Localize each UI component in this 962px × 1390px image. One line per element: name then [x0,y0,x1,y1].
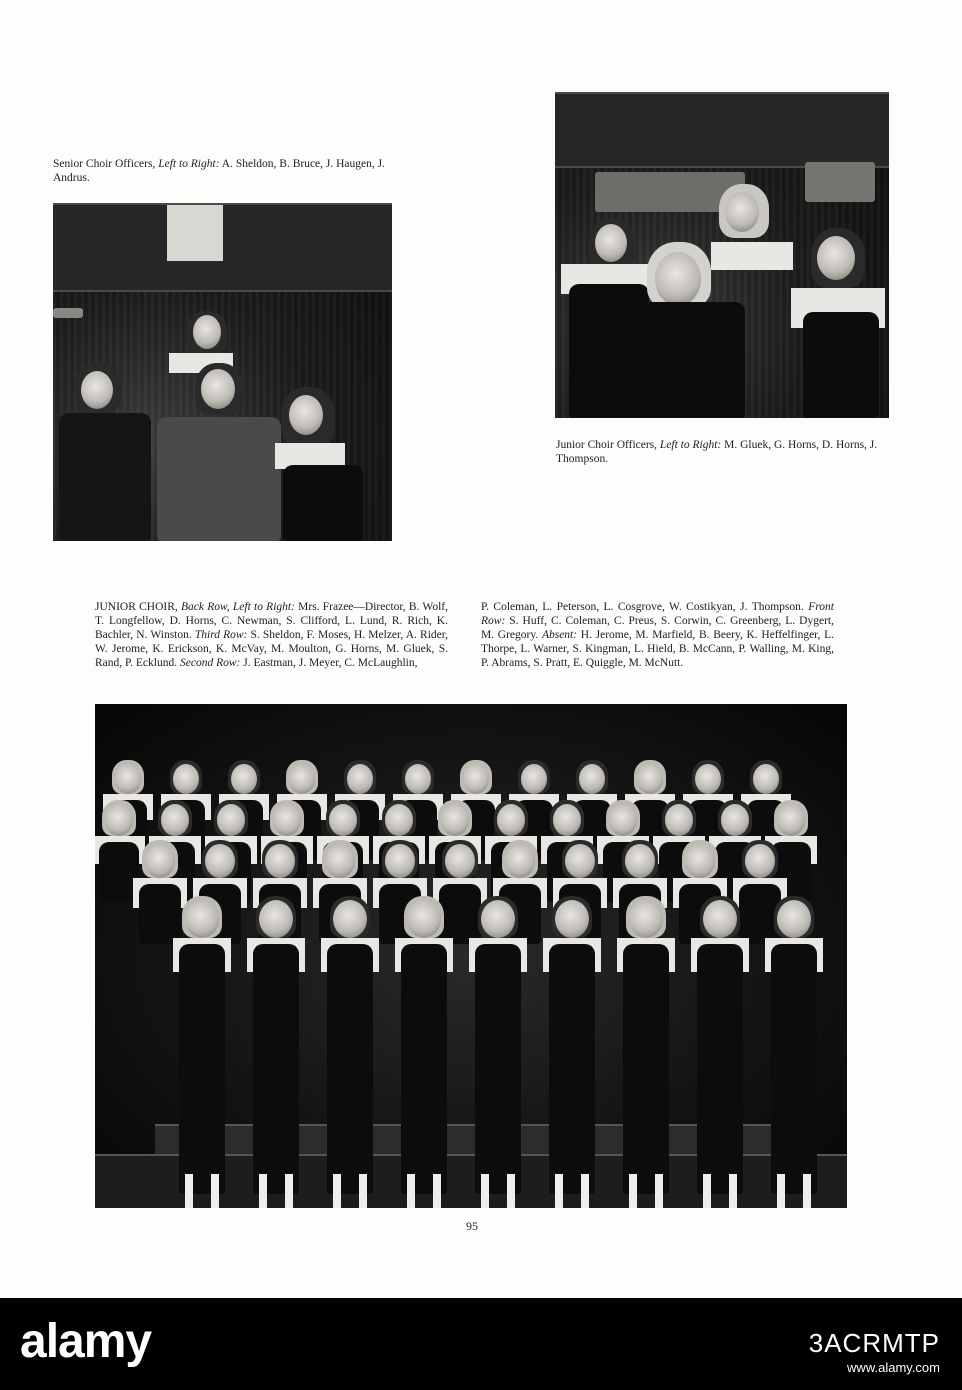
choir-member-jumper [139,884,181,944]
choir-member-face [463,764,489,794]
choir-member-face [347,764,373,794]
choir-member-jumper [179,944,225,1194]
choir-member-sock [259,1174,267,1208]
choir-member-jumper [771,944,817,1194]
choir-member-face [505,844,535,878]
choir-member-face [481,900,515,938]
caption-segment: H. Jerome, M. Marfield, B. Beery, K. Heffelfinger, L. Thorpe, L. Warner, S. Kingman, L. Hield, B. McCann, P. Walling, M. King, P. Abrams, S. Pratt, E. Quiggle, M. McNutt. [481,629,835,669]
caption-segment: JUNIOR CHOIR, [95,601,181,613]
choir-member-face [385,844,415,878]
choir-member-sock [507,1174,515,1208]
junior-choir-officers-caption: Junior Choir Officers, Left to Right: M. Gluek, G. Horns, D. Horns, J. Thompson. [556,439,878,465]
junior-choir-caption-column-1 [95,600,448,670]
choir-member-sock [285,1174,293,1208]
choir-member-face [497,804,525,836]
choir-member-face [629,900,663,938]
choir-member-face [777,900,811,938]
choir-member-jumper [253,944,299,1194]
choir-member-face [185,900,219,938]
choir-member-face [555,900,589,938]
footer-url: www.alamy.com [847,1360,940,1375]
choir-member-jumper [697,944,743,1194]
choir-member-face [579,764,605,794]
choir-member-face [521,764,547,794]
choir-member-face [753,764,779,794]
choir-member-face [685,844,715,878]
choir-member-face [445,844,475,878]
choir-member-jumper [401,944,447,1194]
choir-member-sock [333,1174,341,1208]
caption-segment: J. Eastman, J. Meyer, C. McLaughlin, [240,657,418,669]
junior-choir-group-photo [95,704,847,1208]
caption-segment: Third Row: [194,629,248,641]
choir-member-face [231,764,257,794]
choir-member-face [385,804,413,836]
choir-member-face [721,804,749,836]
choir-member-sock [729,1174,737,1208]
image-code: 3ACRMTP [808,1328,940,1358]
choir-member-jumper [327,944,373,1194]
choir-member-face [695,764,721,794]
junior-choir-officers-photo [555,92,889,418]
choir-member-face [441,804,469,836]
choir-member-face [609,804,637,836]
choir-member-sock [629,1174,637,1208]
choir-member-face [289,764,315,794]
choir-member-sock [481,1174,489,1208]
choir-member-face [405,764,431,794]
choir-member-face [625,844,655,878]
choir-member-face [265,844,295,878]
choir-member-face [407,900,441,938]
choir-member-face [217,804,245,836]
choir-member-sock [185,1174,193,1208]
senior-choir-officers-photo [53,203,392,541]
choir-member-jumper [549,944,595,1194]
choir-member-sock [433,1174,441,1208]
choir-member-face [565,844,595,878]
choir-member-sock [703,1174,711,1208]
choir-member-face [553,804,581,836]
choir-member-sock [655,1174,663,1208]
caption-segment: S. Sheldon, F. Moses, H. Melzer, A. Rider, W. Jerome, K. Erickson, K. McVay, M. Moulton, G. Horns, M. Gluek, S. Rand, P. Ecklund. [95,629,449,669]
caption-segment: Absent: [541,629,578,641]
choir-member-jumper [623,944,669,1194]
choir-member-sock [777,1174,785,1208]
junior-choir-caption-column-2 [481,600,834,670]
choir-member-face [777,804,805,836]
caption-segment: Mrs. Frazee—Director, B. Wolf, T. Longfellow, D. Horns, C. Newman, S. Clifford, L. Lund, R. Rich, K. Bachler, N. Winston. [95,601,449,641]
choir-member-face [703,900,737,938]
choir-member-face [173,764,199,794]
caption-segment: S. Huff, C. Coleman, C. Preus, S. Corwin, C. Greenberg, L. Dygert, M. Gregory. [481,615,834,641]
choir-member-face [205,844,235,878]
senior-choir-caption: Senior Choir Officers, Left to Right: A. Sheldon, B. Bruce, J. Haugen, J. Andrus. [53,158,385,184]
choir-member-sock [211,1174,219,1208]
caption-segment: Front Row: [481,601,834,627]
choir-member-face [145,844,175,878]
choir-member-sock [555,1174,563,1208]
caption-segment: P. Coleman, L. Peterson, L. Cosgrove, W. Costikyan, J. Thompson. [481,601,809,613]
choir-member-face [161,804,189,836]
choir-member-sock [803,1174,811,1208]
choir-member-face [333,900,367,938]
caption-segment: Back Row, Left to Right: [181,601,295,613]
choir-member-face [259,900,293,938]
choir-member-jumper [439,884,481,944]
choir-member-face [273,804,301,836]
stock-footer-bar [0,1298,962,1390]
choir-member-jumper [475,944,521,1194]
page-number: 95 [466,1219,478,1233]
choir-member-face [329,804,357,836]
choir-member-sock [359,1174,367,1208]
choir-member-face [665,804,693,836]
choir-member-face [115,764,141,794]
choir-member-sock [581,1174,589,1208]
choir-member-face [105,804,133,836]
choir-member-face [637,764,663,794]
alamy-logo: alamy [20,1315,152,1368]
choir-member-face [325,844,355,878]
choir-member-sock [407,1174,415,1208]
choir-member-face [745,844,775,878]
caption-segment: Second Row: [179,657,241,669]
